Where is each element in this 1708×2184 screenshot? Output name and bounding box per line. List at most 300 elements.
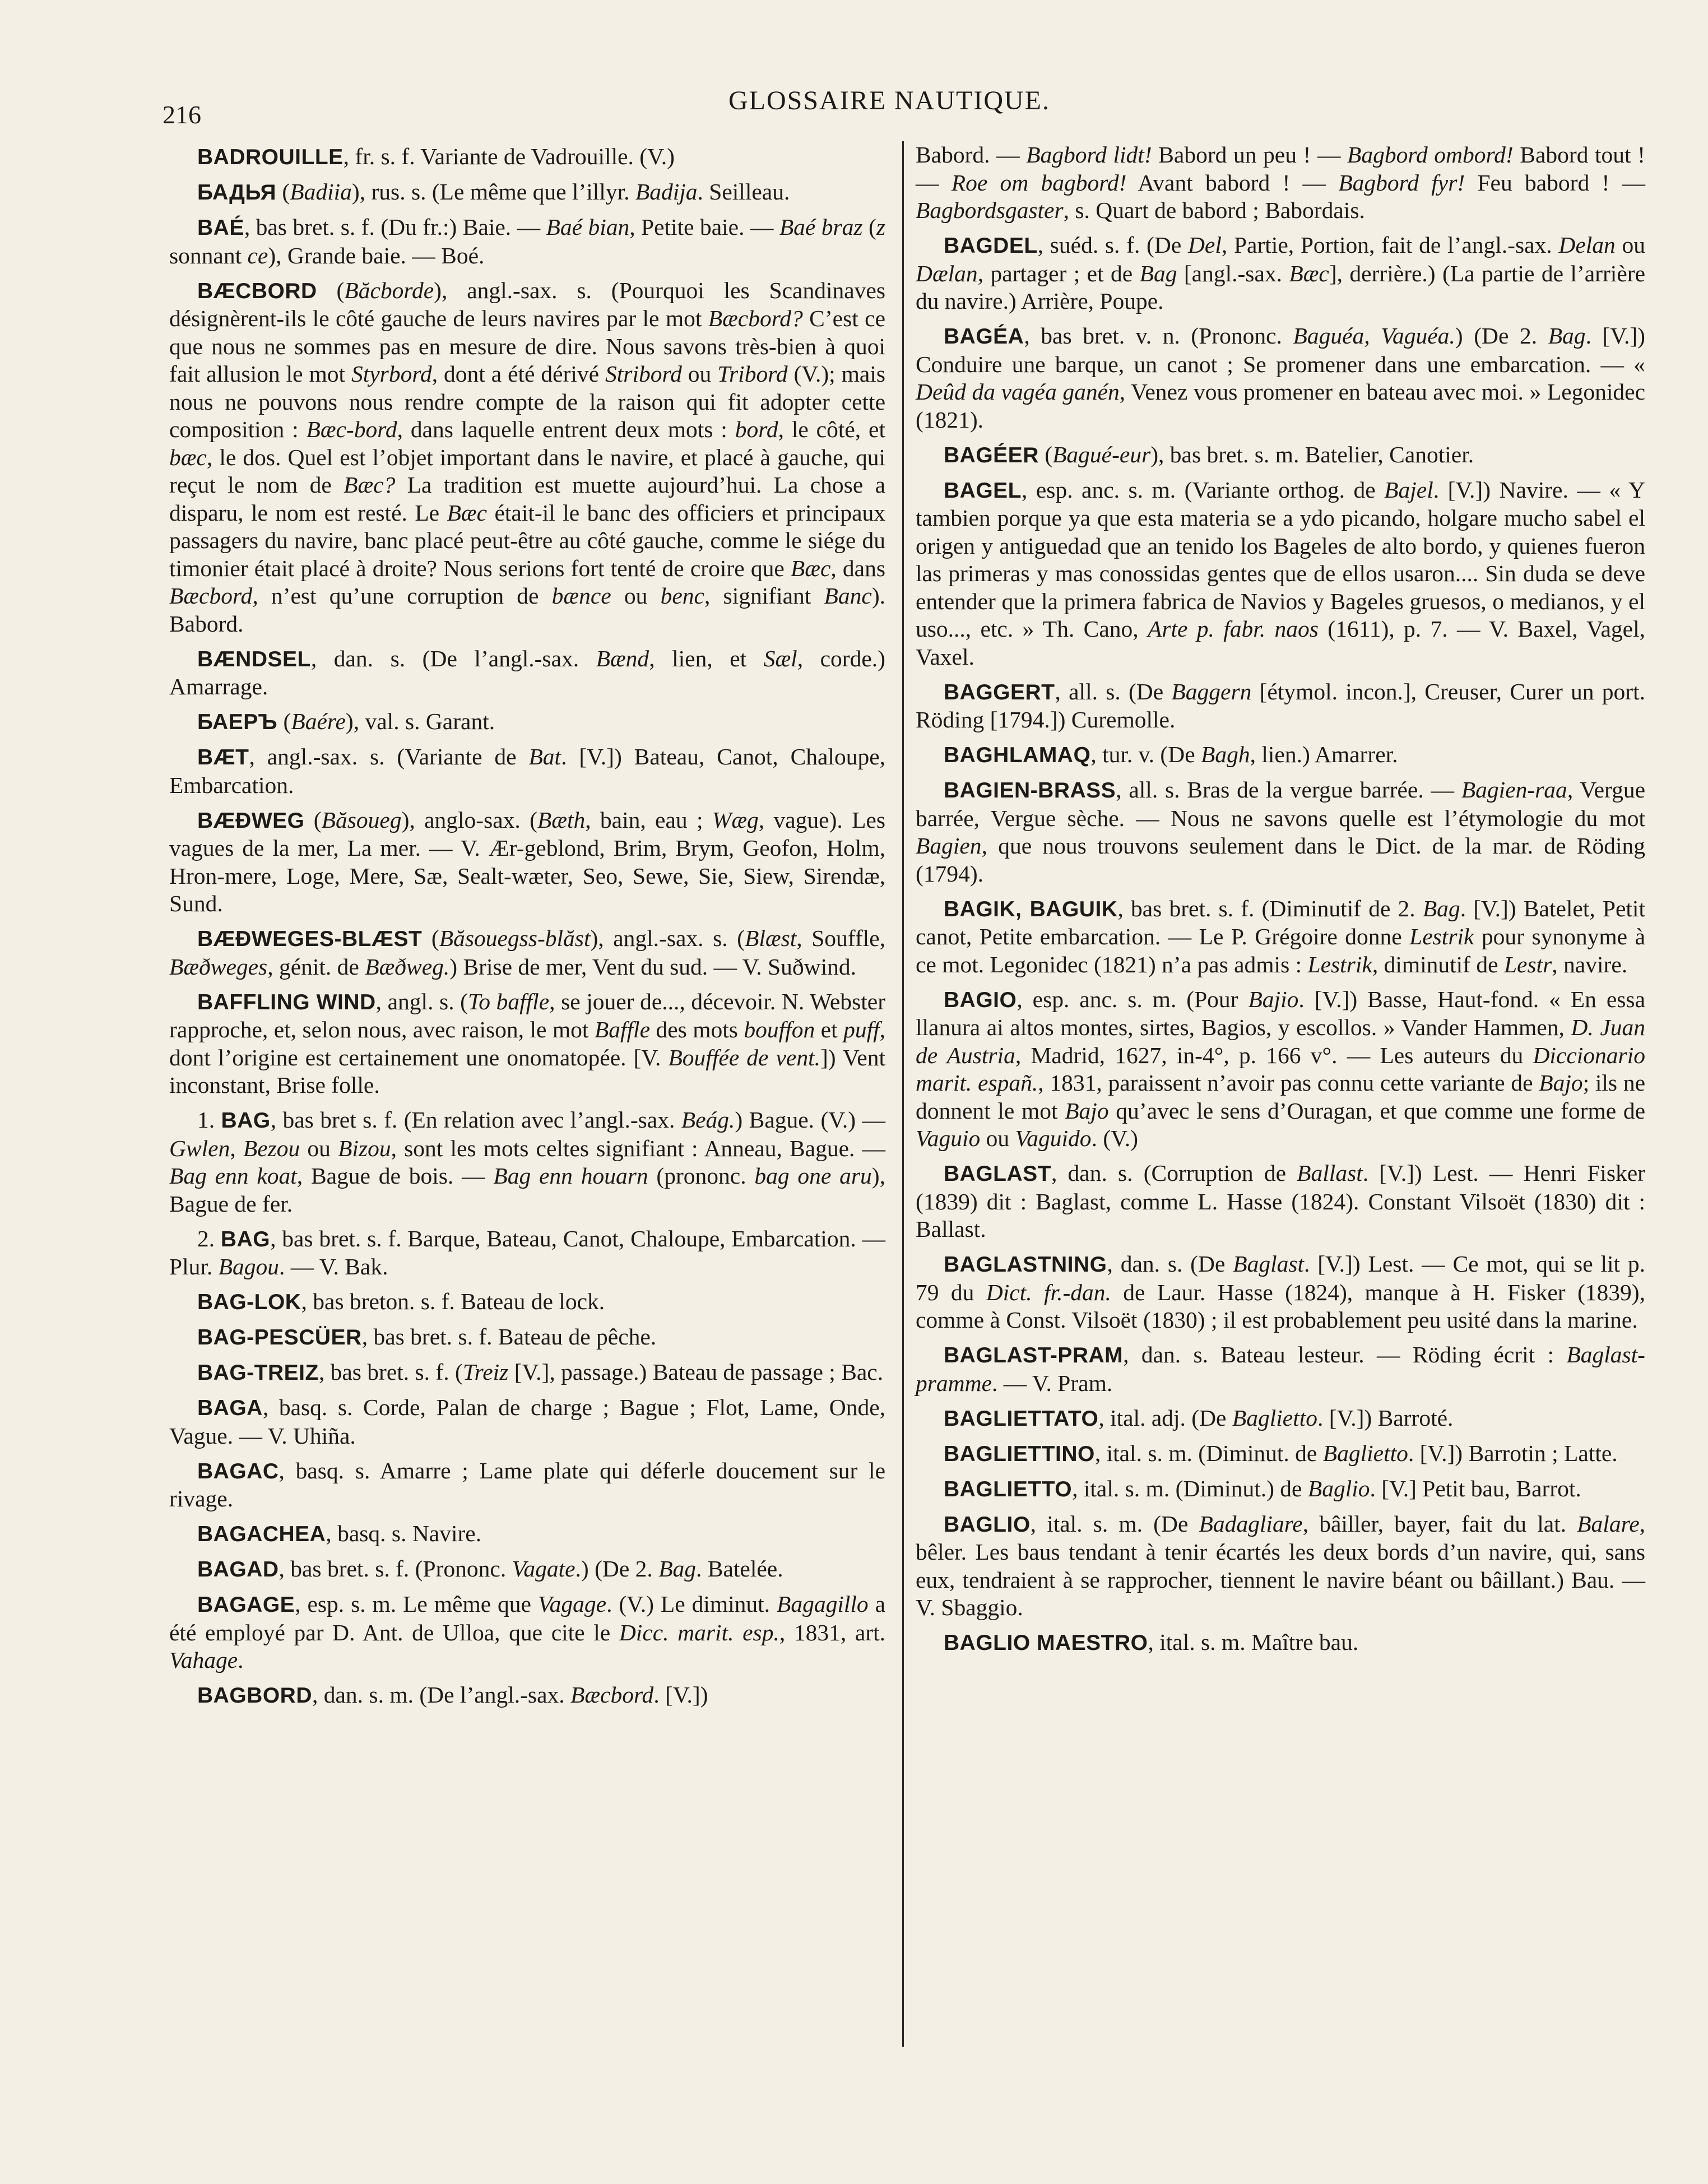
- entry-headword: BADROUILLE: [197, 145, 344, 169]
- entry-text: ), bas bret. s. m. Batelier, Canotier.: [1150, 441, 1474, 467]
- entry-italic-text: Bajo: [1065, 1097, 1109, 1124]
- entry-text: , bas bret. s. f. Barque, Bateau, Canot, Chaloupe, Embarcation. — Plur.: [169, 1225, 885, 1279]
- entry-text: , Bague de bois. —: [296, 1163, 494, 1189]
- entry-italic-text: Bajio: [1248, 986, 1299, 1012]
- entry-text: qu’avec le sens d’Ouragan, et que comme une forme de: [1108, 1097, 1645, 1124]
- entry-text: La tradition est muette aujourd’hui. La chose a disparu, le nom est resté. Le: [169, 472, 885, 526]
- entry-text: . [V.]) Barroté.: [1317, 1404, 1454, 1431]
- entry-italic-text: Băcborde: [344, 277, 434, 303]
- entry-headword: BAGBORD: [197, 1684, 312, 1708]
- entry-text: , basq. s. Amarre ; Lame plate qui déferle doucement sur le rivage.: [169, 1457, 885, 1511]
- entry-italic-text: Bagagillo: [776, 1591, 869, 1617]
- entry-text: (V.); mais nous ne pouvons nous rendre compte de la raison qui fit adopter cette composition :: [169, 361, 885, 442]
- entry-italic-text: Baé bian: [546, 214, 630, 240]
- entry-text: , bas bret. s. f. Bateau de pêche.: [361, 1324, 657, 1350]
- glossary-entry: [169, 1555, 885, 1584]
- entry-text: , bas bret. s. f. (Du fr.:) Baie. —: [244, 214, 546, 240]
- entry-text: , génit. de: [267, 953, 365, 980]
- entry-text: , all. s. (De: [1055, 678, 1172, 704]
- glossary-entry: [169, 645, 885, 701]
- entry-italic-text: Styrbord: [351, 361, 432, 387]
- entry-italic-text: Blæst: [745, 925, 797, 951]
- entry-italic-text: Badagliare: [1199, 1510, 1303, 1537]
- entry-italic-text: Bag: [1548, 323, 1586, 349]
- entry-italic-text: Tribord: [717, 361, 788, 387]
- entry-text: , bain, eau ;: [585, 806, 712, 833]
- entry-text: , bas bret. s. f. (: [318, 1359, 463, 1385]
- entry-text: ou: [980, 1125, 1015, 1151]
- entry-text: , bâiller, bayer, fait du lat.: [1302, 1510, 1577, 1537]
- glossary-entry: [916, 441, 1645, 470]
- entry-headword: BÆNDSEL: [197, 647, 311, 671]
- entry-italic-text: bænce: [551, 583, 611, 609]
- entry-text: , n’est qu’une corruption de: [252, 583, 552, 609]
- entry-text: Avant babord ! —: [1126, 169, 1339, 196]
- entry-text: , angl.-sax. s. (Variante de: [249, 744, 529, 769]
- entry-italic-text: Bajo: [1539, 1070, 1583, 1096]
- entry-text: , Souffle,: [796, 925, 886, 951]
- glossary-entry: [169, 1106, 885, 1218]
- entry-text: , bas bret. v. n. (Prononc.: [1024, 323, 1293, 349]
- entry-text: , esp. anc. s. m. (Variante orthog. de: [1022, 476, 1385, 503]
- glossary-entry: [916, 322, 1645, 434]
- entry-italic-text: Bizou: [338, 1135, 391, 1161]
- entry-text: (: [317, 277, 345, 303]
- entry-text: ), anglo-sax. (: [401, 806, 537, 833]
- entry-italic-text: bæc: [169, 444, 207, 470]
- glossary-entry: [916, 986, 1645, 1153]
- entry-text: a été employé par D. Ant. de Ulloa, que cite le: [169, 1591, 885, 1645]
- entry-text: , sont les mots celtes signifiant : Anneau, Bague. —: [391, 1135, 886, 1161]
- entry-text: ou: [681, 361, 718, 387]
- entry-italic-text: Bæcbord: [570, 1682, 654, 1708]
- glossary-entry: [169, 214, 885, 270]
- entry-text: , bas bret s. f. (En relation avec l’angl.-sax.: [270, 1107, 681, 1133]
- entry-headword: BAGLIETTINO: [944, 1441, 1095, 1466]
- entry-italic-text: Băsouegss-blăst: [439, 925, 591, 951]
- entry-italic-text: Bæðweg.: [365, 953, 450, 980]
- entry-text: , dans laquelle entrent deux mots :: [397, 416, 735, 442]
- glossary-entry: [916, 231, 1645, 316]
- entry-text: ; ils ne donnent le mot: [916, 1070, 1645, 1124]
- entry-text: .: [238, 1647, 244, 1673]
- entry-text: , bêler. Les baus tendant à tenir écartés les deux bords d’un navire, qui, sans eux, tendraient à se rapprocher, tiennent le navire béant ou bâillant.) Bau. — V. Sbaggio.: [916, 1510, 1645, 1620]
- entry-italic-text: Baglast: [1233, 1251, 1305, 1277]
- entry-text: , suéd. s. f. (De: [1037, 232, 1188, 258]
- entry-text: . [V.]) Lest. — Ce mot, qui se lit p. 79 du: [916, 1251, 1645, 1305]
- entry-italic-text: Deûd da vagéa ganén: [916, 379, 1120, 405]
- entry-italic-text: Delan: [1558, 232, 1616, 258]
- entry-italic-text: Lestr: [1503, 951, 1552, 977]
- entry-italic-text: bag one aru: [754, 1163, 872, 1189]
- entry-text: , corde.) Amarrage.: [169, 645, 885, 699]
- entry-text: Babord un peu ! —: [1152, 142, 1348, 168]
- glossary-entry: [169, 277, 885, 638]
- entry-text: , Partie, Portion, fait de l’angl.-sax.: [1221, 232, 1559, 258]
- entry-italic-text: Bag enn koat: [169, 1163, 297, 1189]
- entry-text: ), rus. s. (Le même que l’illyr.: [351, 179, 635, 205]
- entry-italic-text: Sæl: [763, 645, 797, 671]
- glossary-entry: [916, 1404, 1645, 1433]
- entry-headword: BAGDEL: [944, 234, 1038, 258]
- entry-text: (: [1038, 441, 1053, 467]
- entry-italic-text: ce: [247, 242, 268, 268]
- glossary-entry: [916, 741, 1645, 769]
- entry-text: , navire.: [1552, 951, 1628, 977]
- entry-headword: BAGEL: [944, 478, 1022, 503]
- glossary-entry: [916, 141, 1645, 225]
- entry-italic-text: Bæc: [790, 555, 831, 581]
- entry-italic-text: Roe om bagbord!: [951, 169, 1127, 196]
- entry-text: , Madrid, 1627, in-4°, p. 166 v°. — Les auteurs du: [1015, 1042, 1533, 1068]
- entry-italic-text: Baglio: [1307, 1475, 1370, 1501]
- entry-italic-text: Bæcbord?: [708, 305, 803, 331]
- entry-headword: BAGHLAMAQ: [944, 743, 1091, 767]
- entry-text: ), Bague de fer.: [169, 1163, 885, 1217]
- entry-text: ) Bague. (V.) —: [735, 1107, 885, 1133]
- glossary-entry: [916, 1510, 1645, 1622]
- entry-headword: BAG: [221, 1109, 271, 1133]
- entry-italic-text: Wæg: [712, 806, 759, 833]
- entry-text: , angl. s. (: [375, 988, 468, 1014]
- entry-headword: BAGGERT: [944, 680, 1055, 704]
- entry-italic-text: Bat: [528, 744, 561, 769]
- entry-text: . [V.]) Lest. — Henri Fisker (1839) dit : Baglast, comme L. Hasse (1824). Constant Vilsoët (1830) dit : Ballast.: [916, 1160, 1645, 1242]
- entry-italic-text: Baggern: [1171, 678, 1252, 704]
- entry-headword: BAGIO: [944, 987, 1017, 1012]
- entry-italic-text: bouffon: [744, 1017, 815, 1042]
- entry-italic-text: Baglast-pramme: [916, 1342, 1645, 1396]
- glossary-entry: [169, 178, 885, 207]
- entry-text: , le dos. Quel est l’objet important dans le navire, et placé à gauche, qui reçut le nom de: [169, 444, 885, 498]
- entry-italic-text: Bezou: [243, 1135, 300, 1161]
- entry-headword: BÆÐWEGES-BLÆST: [197, 927, 423, 951]
- entry-text: . [V.]) Bateau, Canot, Chaloupe, Embarcation.: [169, 744, 885, 798]
- glossary-entry: [169, 1457, 885, 1513]
- entry-italic-text: Baglietto: [1322, 1440, 1408, 1466]
- entry-italic-text: Vagage: [537, 1591, 607, 1617]
- glossary-entry: [916, 1250, 1645, 1334]
- entry-italic-text: Balare: [1577, 1510, 1640, 1537]
- entry-text: , que nous trouvons seulement dans le Dict. de la mar. de Röding (1794).: [916, 833, 1645, 887]
- entry-text: C’est ce que nous ne sommes pas en mesure de dire. Nous savons très-bien à quoi fait allusion le mot: [169, 305, 885, 387]
- entry-headword: BAGAGE: [197, 1593, 295, 1617]
- entry-headword: BAG: [220, 1227, 271, 1251]
- entry-italic-text: Arte p. fabr. naos: [1148, 616, 1319, 642]
- entry-italic-text: Bæc?: [344, 472, 396, 498]
- entry-text: 2.: [197, 1225, 221, 1251]
- entry-text: sonnant: [169, 242, 248, 268]
- entry-italic-text: Dicc. marit. esp.: [619, 1619, 779, 1645]
- entry-text: . [V.]) Basse, Haut-fond. « En essa llanura ai altos montes, sirtes, Bagios, y escollos. » Vander Hammen,: [916, 986, 1645, 1040]
- entry-italic-text: Bæc-bord: [306, 416, 397, 442]
- entry-italic-text: Baére: [291, 708, 346, 734]
- entry-headword: BÆT: [197, 745, 249, 769]
- entry-text: , dans: [830, 555, 885, 581]
- entry-text: des mots: [650, 1017, 744, 1042]
- entry-text: , diminutif de: [1372, 951, 1504, 977]
- glossary-entry: [916, 895, 1645, 979]
- entry-text: , bas breton. s. f. Bateau de lock.: [301, 1288, 605, 1314]
- entry-text: , Petite baie. —: [629, 214, 779, 240]
- entry-italic-text: puff: [843, 1017, 880, 1042]
- entry-headword: BAGA: [197, 1396, 263, 1420]
- entry-italic-text: Treiz: [462, 1359, 509, 1385]
- entry-text: . (V.): [1091, 1125, 1138, 1151]
- entry-headword: BAG-PESCÜER: [197, 1325, 362, 1350]
- entry-italic-text: Bag: [1422, 895, 1460, 921]
- entry-text: 1.: [197, 1107, 221, 1133]
- entry-text: ,: [230, 1135, 243, 1161]
- entry-text: . [V.]): [653, 1682, 708, 1708]
- entry-text: ) (De 2.: [1455, 323, 1548, 349]
- entry-text: , 1831, paraissent n’avoir pas connu cette variante de: [1038, 1070, 1539, 1096]
- entry-headword: BAGLASTNING: [944, 1253, 1107, 1277]
- entry-text: .) (De 2.: [575, 1556, 659, 1582]
- entry-headword: БАДЬЯ: [197, 180, 277, 205]
- entry-headword: BÆCBORD: [197, 279, 317, 303]
- entry-headword: BAGIEN-BRASS: [944, 778, 1116, 803]
- entry-text: . [V.]) Batelet, Petit canot, Petite embarcation. — Le P. Grégoire donne: [916, 895, 1645, 949]
- entry-italic-text: Bæcbord: [169, 583, 253, 609]
- entry-headword: BAGAC: [197, 1459, 279, 1483]
- entry-text: , dan. s. (De: [1107, 1251, 1233, 1277]
- entry-italic-text: Bag enn houarn: [493, 1163, 648, 1189]
- entry-text: , dont a été dérivé: [431, 361, 606, 387]
- entry-italic-text: Bajel: [1384, 476, 1433, 503]
- entry-headword: BAGÉA: [944, 324, 1024, 349]
- entry-headword: BAFFLING WIND: [197, 990, 376, 1014]
- entry-text: . (V.) Le diminut.: [606, 1591, 777, 1617]
- entry-text: ou: [611, 583, 661, 609]
- entry-text: , 1831, art.: [779, 1619, 885, 1645]
- entry-headword: BAGLIETTO: [944, 1477, 1073, 1501]
- entry-text: pour synonyme à ce mot. Legonidec (1821) n’a pas admis :: [916, 924, 1645, 977]
- entry-italic-text: Diccionario marit. españ.: [916, 1042, 1645, 1096]
- entry-text: ou: [300, 1135, 338, 1161]
- entry-text: ], derrière.) (La partie de l’arrière du navire.) Arrière, Poupe.: [916, 260, 1645, 314]
- entry-headword: BAGLIO: [944, 1512, 1031, 1537]
- entry-text: , basq. s. Corde, Palan de charge ; Bague ; Flot, Lame, Onde, Vague. — V. Uhiña.: [169, 1394, 885, 1449]
- left-column: [169, 143, 885, 1717]
- glossary-entry: [169, 143, 885, 171]
- entry-text: . Seilleau.: [697, 179, 790, 205]
- glossary-entry: [169, 1681, 885, 1710]
- entry-italic-text: Baffle: [594, 1017, 651, 1042]
- entry-text: , lien.) Amarrer.: [1250, 741, 1398, 767]
- entry-italic-text: Bag: [658, 1556, 697, 1582]
- entry-italic-text: Beág.: [681, 1107, 735, 1133]
- entry-headword: BAÉ: [197, 216, 244, 240]
- entry-text: était-il le banc des officiers et principaux passagers du navire, banc placé peut-être au côté gauche, comme le siége du timonier était placé à droite? Nous serions fort tenté de croire que: [169, 499, 886, 581]
- entry-text: [V.], passage.) Bateau de passage ; Bac.: [508, 1359, 884, 1385]
- right-column: [916, 141, 1645, 1664]
- entry-text: ), Grande baie. — Boé.: [268, 242, 485, 268]
- glossary-entry: [916, 1475, 1645, 1504]
- entry-text: . [V.]) Navire. — « Y tambien porque ya que esta materia se a ydo picando, holgare mucho sabel el origen y antiguedad que an tenido los Bageles de alto bordo, y quienes fueron las primeras y mas conossidas gentes que de ellos usaron.... Sin duda se deve entender que la primera fabrica de Navios y Bageles gruesos, o medianos, y el uso..., etc. » Th. Cano,: [916, 476, 1645, 642]
- page-number: 216: [163, 100, 201, 129]
- entry-text: , ital. adj. (De: [1098, 1404, 1232, 1431]
- entry-italic-text: Gwlen: [169, 1135, 230, 1161]
- entry-text: . [V.] Petit bau, Barrot.: [1370, 1475, 1581, 1501]
- entry-italic-text: Bagbord fyr!: [1338, 169, 1465, 196]
- entry-italic-text: Ballast: [1297, 1160, 1363, 1186]
- entry-text: et: [815, 1017, 844, 1042]
- entry-italic-text: Bagien-raa: [1461, 777, 1567, 803]
- entry-text: de Laur. Hasse (1824), manque à H. Fisker (1839), comme à Const. Vilsoët (1830) ; il est probablement peu usité dans la marine.: [916, 1279, 1646, 1333]
- entry-headword: BAG-LOK: [197, 1290, 301, 1314]
- entry-italic-text: Bagbord lidt!: [1026, 142, 1152, 168]
- entry-italic-text: benc: [660, 583, 704, 609]
- entry-text: , fr. s. f. Variante de Vadrouille. (V.): [343, 143, 675, 169]
- entry-text: ) Brise de mer, Vent du sud. — V. Suðwind.: [449, 953, 856, 980]
- glossary-entry: [916, 678, 1645, 734]
- entry-text: . [V.]) Barrotin ; Latte.: [1408, 1440, 1618, 1466]
- entry-text: (: [862, 214, 876, 240]
- entry-text: Babord tout ! —: [916, 142, 1645, 196]
- entry-italic-text: Bæth: [537, 806, 586, 833]
- entry-text: , dan. s. m. (De l’angl.-sax.: [312, 1682, 570, 1708]
- entry-italic-text: Stribord: [605, 361, 682, 387]
- glossary-entry: [169, 1288, 885, 1316]
- entry-text: , esp. anc. s. m. (Pour: [1017, 986, 1248, 1012]
- entry-italic-text: Baguéa, Vaguéa.: [1293, 323, 1455, 349]
- glossary-entry: [169, 1323, 885, 1352]
- glossary-entry: [169, 1358, 885, 1387]
- glossary-entry: [916, 776, 1645, 888]
- entry-text: . — V. Bak.: [279, 1254, 388, 1279]
- entry-text: (: [276, 179, 290, 205]
- entry-text: , Vergue barrée, Vergue sèche. — Nous ne savons quelle est l’étymologie du mot: [916, 777, 1645, 831]
- glossary-entry: [916, 1629, 1645, 1657]
- entry-text: , dan. s. Bateau lesteur. — Röding écrit :: [1123, 1342, 1567, 1367]
- entry-text: , ital. s. m. (Diminut.) de: [1072, 1475, 1308, 1501]
- running-head: GLOSSAIRE NAUTIQUE.: [728, 86, 1050, 115]
- entry-headword: BAGLAST: [944, 1162, 1051, 1186]
- entry-italic-text: To baffle: [468, 988, 550, 1014]
- entry-headword: BAGLIO MAESTRO: [944, 1631, 1148, 1655]
- entry-headword: BAG-TREIZ: [197, 1361, 319, 1385]
- entry-text: ). Babord.: [169, 583, 886, 637]
- entry-italic-text: D. Juan de Austria: [916, 1014, 1645, 1068]
- entry-italic-text: Dælan: [916, 260, 978, 286]
- entry-italic-text: Baglietto: [1232, 1404, 1317, 1431]
- entry-text: Babord. —: [916, 142, 1027, 168]
- entry-text: , ital. s. m. (De: [1030, 1510, 1199, 1537]
- entry-text: , ital. s. m. Maître bau.: [1148, 1629, 1359, 1655]
- entry-text: (1611), p. 7. — V. Baxel, Vagel, Vaxel.: [916, 616, 1645, 670]
- entry-text: . Batelée.: [696, 1556, 783, 1582]
- entry-text: [angl.-sax.: [1177, 260, 1289, 286]
- entry-text: , dan. s. (Corruption de: [1051, 1160, 1297, 1186]
- entry-italic-text: Bagbord ombord!: [1347, 142, 1514, 168]
- entry-text: , partager ; et de: [977, 260, 1140, 286]
- entry-headword: BAGLIETTATO: [944, 1406, 1099, 1431]
- entry-italic-text: Banc: [824, 583, 872, 609]
- entry-italic-text: Bænd: [596, 645, 649, 671]
- entry-text: . [V.]) Conduire une barque, un canot ; Se promener dans une embarcation. — «: [916, 323, 1645, 377]
- glossary-entry: [169, 743, 885, 799]
- entry-text: (: [277, 708, 291, 734]
- entry-text: , lien, et: [649, 645, 764, 671]
- entry-text: (: [422, 925, 439, 951]
- entry-italic-text: Badiia: [290, 179, 352, 205]
- entry-headword: BAGACHEA: [197, 1522, 326, 1546]
- entry-italic-text: Lestrik: [1307, 951, 1372, 977]
- entry-italic-text: Dict. fr.-dan.: [986, 1279, 1111, 1305]
- entry-text: (: [304, 806, 322, 833]
- entry-italic-text: Lestrik: [1409, 924, 1474, 949]
- entry-italic-text: Vaguio: [916, 1125, 981, 1151]
- glossary-entry: [169, 1225, 885, 1281]
- glossary-entry: [169, 988, 885, 1100]
- glossary-entry: [916, 1440, 1645, 1468]
- glossary-entry: [169, 1394, 885, 1450]
- entry-text: , vague). Les vagues de la mer, La mer. — V. Ær-geblond, Brim, Brym, Geofon, Holm, Hron-mere, Loge, Mere, Sæ, Sealt-wæter, Seo, Sewe, Sie, Siew, Sirendæ, Sund.: [169, 806, 885, 916]
- entry-text: ), angl.-sax. s. (Pourquoi les Scandinaves désignèrent-ils le côté gauche de leurs navires par le mot: [169, 277, 885, 331]
- entry-italic-text: Del: [1187, 232, 1222, 258]
- glossary-entry: [169, 1520, 885, 1548]
- entry-italic-text: Bagou: [218, 1254, 279, 1279]
- entry-text: , dan. s. (De l’angl.-sax.: [310, 645, 596, 671]
- entry-italic-text: Bæc: [1289, 260, 1329, 286]
- entry-italic-text: Bæðweges: [169, 953, 268, 980]
- glossary-entry: [169, 925, 885, 981]
- glossary-entry: [916, 476, 1645, 671]
- entry-italic-text: Băsoueg: [321, 806, 402, 833]
- entry-text: , tur. v. (De: [1090, 741, 1201, 767]
- entry-italic-text: Bagué-eur: [1052, 441, 1151, 467]
- entry-italic-text: Bouffée de vent.: [668, 1044, 820, 1070]
- glossary-entry: [169, 1591, 885, 1675]
- entry-italic-text: Vagate: [512, 1556, 575, 1582]
- entry-text: (prononc.: [648, 1163, 755, 1189]
- entry-italic-text: Baé braz: [779, 214, 863, 240]
- entry-italic-text: Bæc: [447, 499, 488, 526]
- glossary-entry: [916, 1160, 1645, 1244]
- entry-italic-text: Vaguido: [1015, 1125, 1092, 1151]
- glossary-entry: [916, 1341, 1645, 1397]
- entry-headword: BAGAD: [197, 1557, 279, 1582]
- entry-text: ou: [1615, 232, 1645, 258]
- entry-italic-text: Bag: [1139, 260, 1177, 286]
- entry-text: Feu babord ! —: [1465, 169, 1646, 196]
- entry-text: ), val. s. Garant.: [345, 708, 495, 734]
- glossary-entry: [169, 806, 885, 918]
- column-rule: [902, 141, 904, 2047]
- entry-text: , basq. s. Navire.: [326, 1520, 482, 1546]
- entry-italic-text: Vahage: [169, 1647, 238, 1673]
- entry-text: , esp. s. m. Le même que: [295, 1591, 538, 1617]
- entry-headword: BÆÐWEG: [197, 808, 305, 833]
- entry-text: , Venez vous promener en bateau avec moi. » Legonidec (1821).: [916, 379, 1645, 433]
- entry-italic-text: z: [876, 214, 885, 240]
- entry-headword: BAGÉER: [944, 443, 1039, 467]
- entry-text: , signifiant: [704, 583, 824, 609]
- entry-text: , bas bret. s. f. (Prononc.: [279, 1556, 512, 1582]
- entry-text: , dont l’origine est certainement une onomatopée. [V.: [169, 1017, 886, 1070]
- entry-text: , bas bret. s. f. (Diminutif de 2.: [1117, 895, 1423, 921]
- entry-text: [étymol. incon.], Creuser, Curer un port. Röding [1794.]) Curemolle.: [916, 678, 1645, 732]
- entry-text: , s. Quart de babord ; Babordais.: [1063, 197, 1365, 223]
- entry-headword: BAGIK, BAGUIK: [944, 897, 1118, 921]
- entry-italic-text: Bagbordsgaster: [916, 197, 1064, 223]
- entry-italic-text: Bagh: [1201, 741, 1250, 767]
- entry-text: , se jouer de..., décevoir. N. Webster rapproche, et, selon nous, avec raison, le mot: [169, 988, 886, 1042]
- entry-headword: БАЕРЪ: [197, 710, 278, 734]
- glossary-entry: [169, 708, 885, 736]
- entry-italic-text: bord: [735, 416, 778, 442]
